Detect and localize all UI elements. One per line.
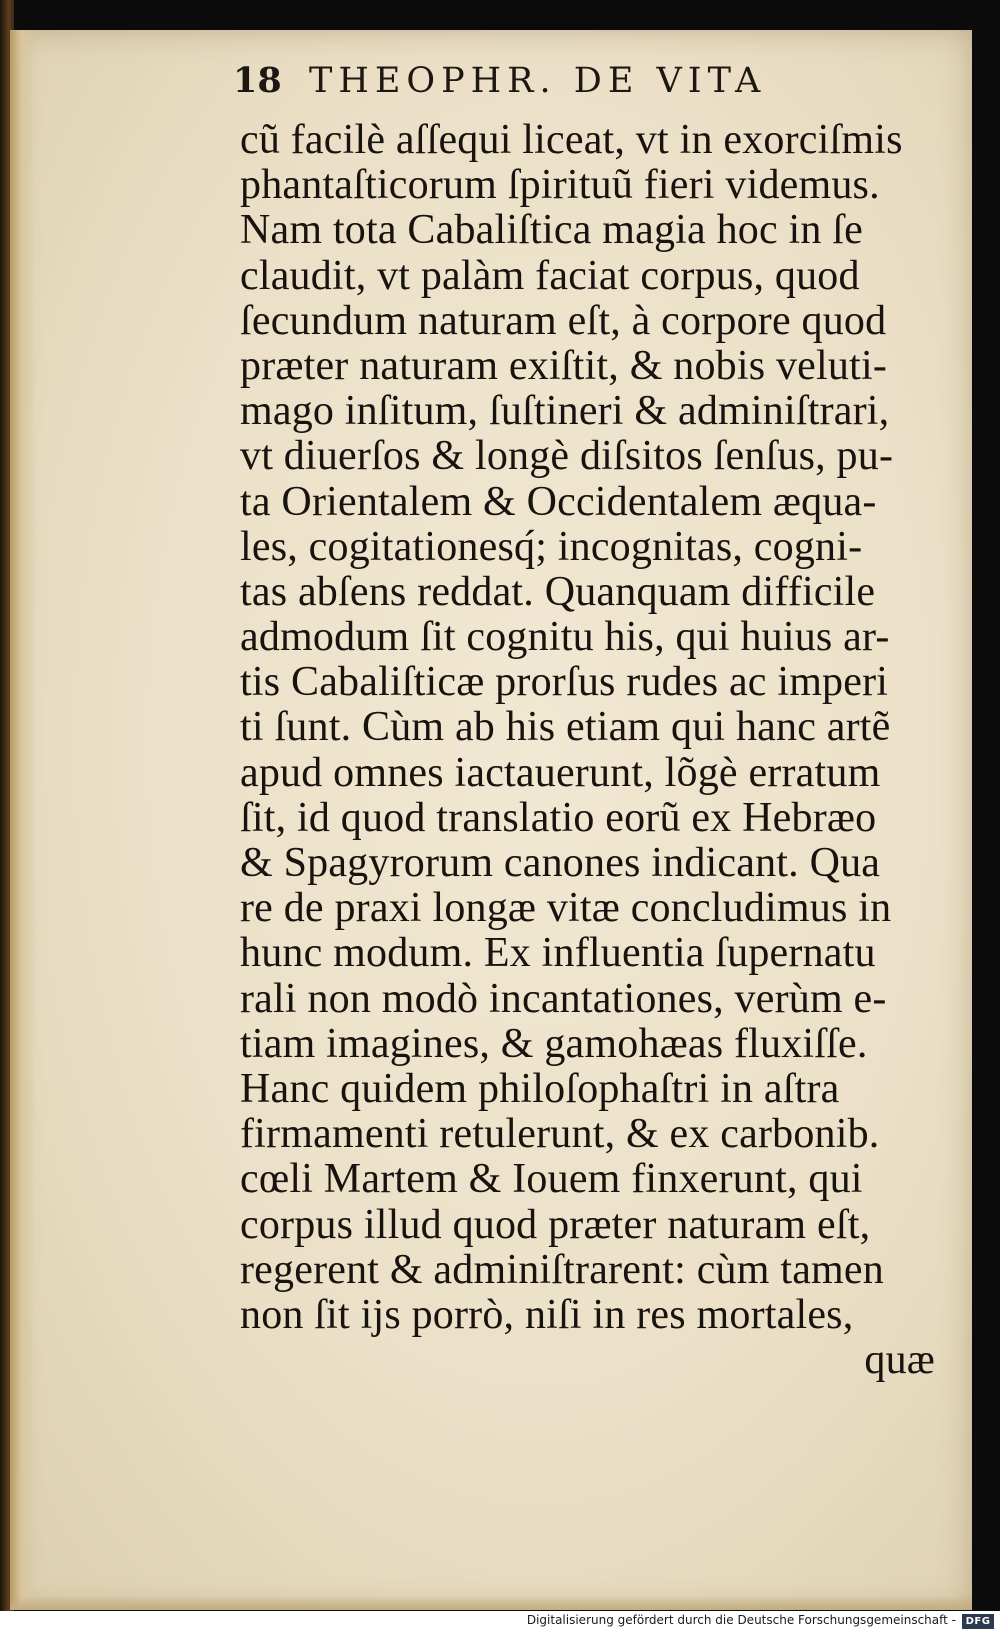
text-line: Hanc quidem philoſophaſtri in aſtra (240, 1065, 840, 1112)
text-line: phantaſticorum ſpirituũ fieri videmus. (240, 162, 880, 209)
text-line: admodum ſit cognitu his, qui huius ar- (240, 614, 890, 661)
text-line: ti ſunt. Cùm ab his etiam qui hanc artẽ (240, 704, 891, 751)
text-line: regerent & adminiſtrarent: cùm tamen (240, 1246, 884, 1293)
text-line: præter naturam exiſtit, & nobis veluti- (240, 342, 888, 389)
text-line: ſit, id quod translatio eorũ ex Hebræo (240, 794, 877, 841)
text-line: claudit, vt palàm faciat corpus, quod (240, 252, 860, 299)
body-text (240, 118, 940, 1383)
text-line: mago inſitum, ſuſtineri & adminiſtrari, (240, 388, 890, 435)
text-line: tis Cabaliſticæ prorſus rudes ac imperi (240, 659, 889, 706)
running-head: THEOPHR. DE VITA (309, 61, 767, 101)
text-line: ſecundum naturam eſt, à corpore quod (240, 297, 887, 344)
text-line: cœli Martem & Iouem finxerunt, qui (240, 1156, 863, 1203)
text-line: tiam imagines, & gamohæas fluxiſſe. (240, 1020, 868, 1067)
page-gutter-shadow (10, 30, 36, 1610)
text-line: apud omnes iactauerunt, lõgè erratum (240, 749, 881, 796)
catchword: quæ (864, 1337, 935, 1384)
dfg-logo-icon: DFG (962, 1614, 994, 1629)
text-line: cũ facilè aſſequi liceat, vt in exorciſmis (240, 117, 903, 163)
text-line: non ſit ijs porrò, niſi in res mortales, (240, 1291, 854, 1338)
page-bottom-edge (10, 1596, 972, 1610)
text-line: Nam tota Cabaliſtica magia hoc in ſe (240, 207, 863, 254)
funding-credit: Digitalisierung gefördert durch die Deutsche Forschungsgemeinschaft - (526, 1613, 956, 1627)
text-line: ta Orientalem & Occidentalem æqua- (240, 478, 877, 525)
text-line: rali non modò incantationes, verùm e- (240, 975, 887, 1022)
page-number: 18 (233, 60, 282, 101)
text-line: hunc modum. Ex influentia ſupernatu (240, 930, 876, 977)
text-line: & Spagyrorum canones indicant. Qua (240, 840, 881, 886)
text-line: re de praxi longæ vitæ concludimus in (240, 885, 892, 932)
page-header (233, 60, 913, 101)
text-line: firmamenti retulerunt, & ex carbonib. (240, 1111, 880, 1158)
text-line: vt diuerſos & longè diſsitos ſenſus, pu- (240, 433, 894, 480)
text-line: tas abſens reddat. Quanquam difficile (240, 568, 876, 615)
digitization-footer (0, 1611, 1000, 1633)
text-line: les, cogitationesq́; incognitas, cogni- (240, 523, 863, 570)
text-line: corpus illud quod præter naturam eſt, (240, 1201, 871, 1248)
